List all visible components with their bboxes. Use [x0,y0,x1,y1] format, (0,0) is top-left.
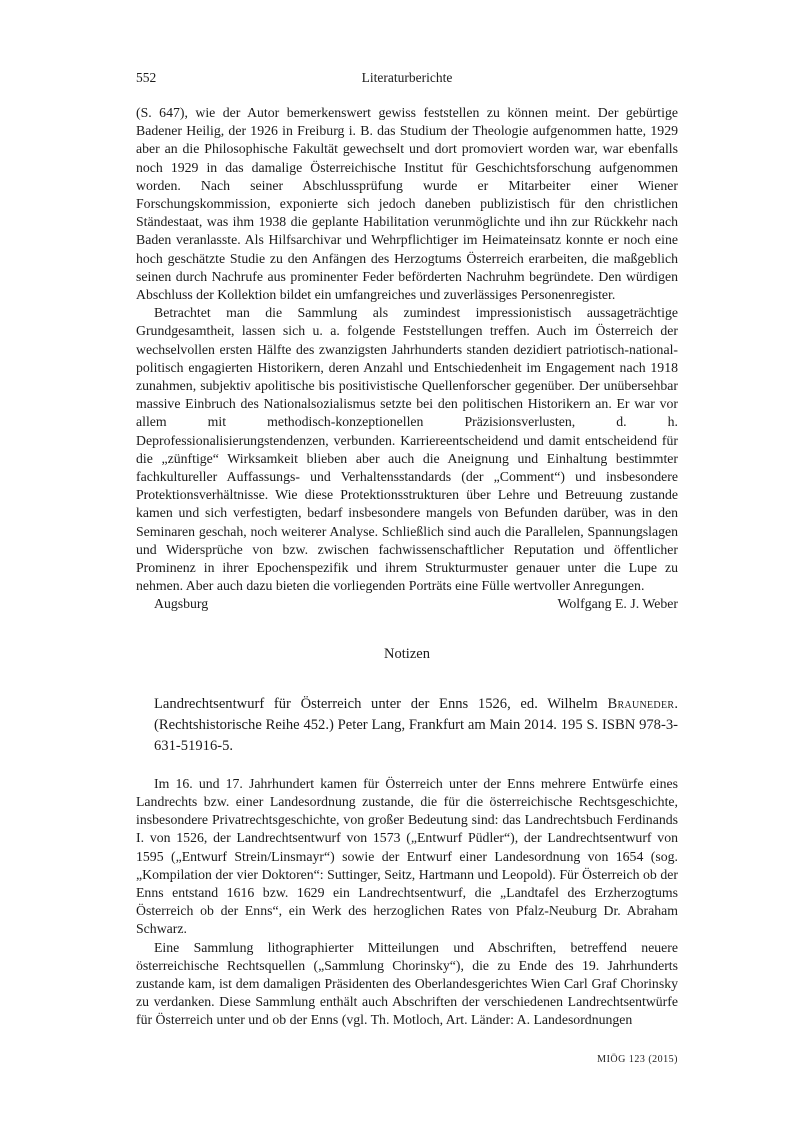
notice-paragraph-2: Eine Sammlung lithographierter Mitteilungen und Abschriften, betreffend neuere österreichische Rechtsquellen („Sammlung Chorinsky“), die zu Ende des 19. Jahrhunderts zustande kam, ist dem damaligen Präsidenten des Oberlandesgerichtes Wien Carl Graf Chorinsky zu verdanken. Diese Sammlung enthält auch Abschriften der verschiedenen Landrechtsentwürfe für Österreich unter und ob der Enns (vgl. Th. Motloch, Art. Länder: A. Landesordnungen [136,939,678,1028]
notice-reference [136,694,678,757]
review-signature [136,595,678,613]
notice-text [136,775,678,1030]
review-text [136,104,678,595]
review-author: Wolfgang E. J. Weber [557,596,678,612]
review-place: Augsburg [154,596,209,612]
ref-editor: Brauneder [607,695,675,712]
running-header [136,70,678,92]
review-paragraph-2: Betrachtet man die Sammlung als zumindest impressionistisch aussageträchtige Grundgesamtheit, lassen sich u. a. folgende Feststellungen treffen. Auch im Österreich der wechselvollen ersten Hälfte des zwanzigsten Jahrhunderts standen dezidiert patriotisch-national-politisch engagierten Historikern, deren Anzahl und Entschiedenheit im Engagement nach 1918 zunahmen, subjektiv apolitische bis positivistische Quellenforscher gegenüber. Der unübersehbar massive Einbruch des Nationalsozialismus setzte bei den politischen Historikern an. Er war vor allem mit methodisch-konzeptionellen Präzisionsverlusten, d. h. Deprofessionalisierungstendenzen, verbunden. Karriereentscheidend und damit entscheidend für die „zünftige“ Wirksamkeit blieben aber auch die Aneignung und Einhaltung bestimmter fachkultureller Auffassungs- und Verhaltensstandards (der „Comment“) und insbesondere Protektionsverhältnisse. Wie diese Protektionsstrukturen über Lehre und Betreuung zustande kamen und sich verfestigten, bedarf insbesondere mangels von Befunden darüber, was in den Seminaren geschah, noch weiterer Analyse. Schließlich sind auch die Parallelen, Spannungslagen und Widersprüche von bzw. zwischen fachwissenschaftlicher Reputation und öffentlicher Prominenz in ihrer Epochenspezifik und ihrem Strukturmuster genauer unter die Lupe zu nehmen. Aber auch dazu bieten die vorliegenden Porträts eine Fülle wertvoller Anregungen. [136,305,678,594]
page [136,70,678,1030]
ref-details: . (Rechtshistorische Reihe 452.) Peter Lang, Frankfurt am Main 2014. 195 S. ISBN 978-3-631-51916-5. [154,695,678,754]
ref-title: Landrechtsentwurf für Österreich unter der Enns 1526, ed. Wilhelm [154,695,608,712]
review-paragraph-1: (S. 647), wie der Autor bemerkenswert gewiss feststellen zu können meint. Der gebürtige Badener Heilig, der 1926 in Freiburg i. B. das Studium der Theologie aufgenommen hatte, 1929 aber an die Philosophische Fakultät gewechselt und dort promoviert worden war, war ebenfalls noch 1929 in das damalige Österreichische Institut für Geschichtsforschung aufgenommen worden. Nach seiner Abschlussprüfung wurde er Mitarbeiter einer Wiener Forschungskommission, exponierte sich jedoch daneben publizistisch für den christlichen Ständestaat, was ihm 1938 die geplante Habilitation verunmöglichte und ihn zur Rückkehr nach Baden veranlasste. Als Hilfsarchivar und Wehrpflichtiger im Heimateinsatz konnte er noch eine hoch geschätzte Studie zu den Anfängen des Herzogtums Österreich erarbeiten, die maßgeblich seinen durch Nachrufe aus prominenter Feder beförderten Nachruhm begründete. Den würdigen Abschluss der Kollektion bildet ein umfangreiches und zuverlässiges Personenregister. [136,105,678,303]
section-title: Notizen [384,645,430,662]
notice-paragraph-1: Im 16. und 17. Jahrhundert kamen für Österreich unter der Enns mehrere Entwürfe eines Landrechts bzw. einer Landesordnung zustande, die für die österreichische Rechtsgeschichte, insbesondere Privatrechtsgeschichte, von großer Bedeutung sind: das Landrechtsbuch Ferdinands I. von 1526, der Landrechtsentwurf von 1573 („Entwurf Püdler“), der Landrechtsentwurf von 1595 („Entwurf Strein/Linsmayr“) sowie der Entwurf einer Landesordnung von 1654 (sog. „Kompilation der vier Doktoren“: Suttinger, Seitz, Hartmann und Leopold). Für Österreich ob der Enns entstand 1616 bzw. 1629 ein Landrechtsentwurf, die „Landtafel des Erzherzogtums Österreich ob der Enns“, ein Werk des herzoglichen Rates von Pfalz-Neuburg Dr. Abraham Schwarz. [136,775,678,937]
running-title: Literaturberichte [361,70,453,85]
journal-footer: MIÖG 123 (2015) [597,1054,678,1065]
page-number: 552 [136,70,157,85]
